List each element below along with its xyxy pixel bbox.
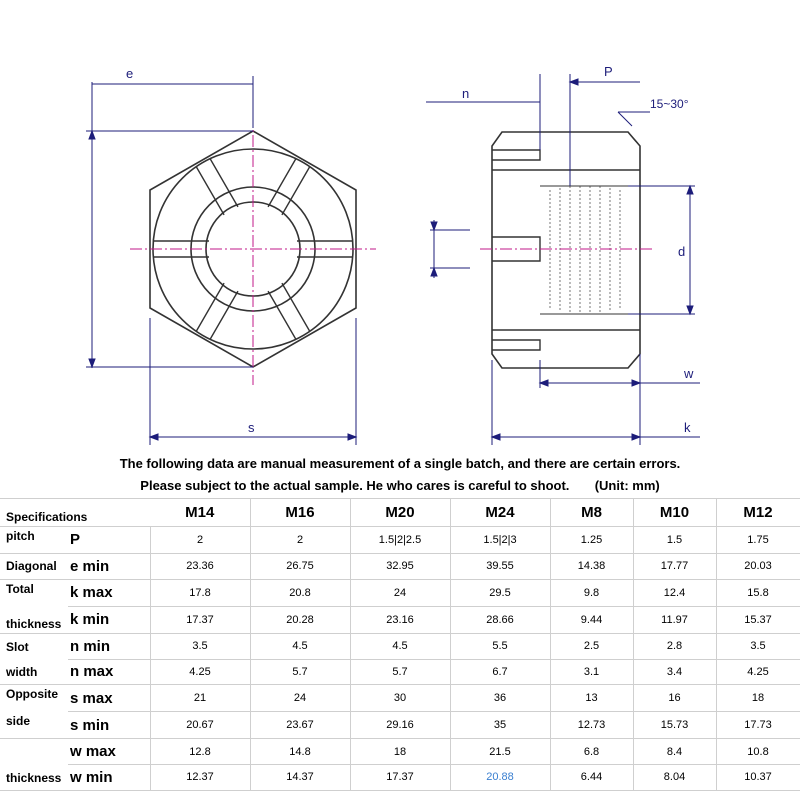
table-cell: 17.73 — [716, 712, 800, 739]
dim-label-n: n — [462, 86, 470, 101]
table-cell: 1.5|2|3 — [450, 526, 550, 554]
table-cell: 1.5|2|2.5 — [350, 526, 450, 554]
table-cell: 17.77 — [633, 554, 716, 580]
top-view-dimensions — [86, 76, 356, 445]
table-row — [0, 554, 800, 580]
table-cell: 10.8 — [716, 739, 800, 765]
table-cell: 15.73 — [633, 712, 716, 739]
dim-label-p: P — [604, 64, 613, 79]
table-cell: 5.7 — [250, 659, 350, 685]
param-label: n max — [68, 659, 150, 685]
table-cell: 11.97 — [633, 606, 716, 633]
table-cell: 17.37 — [150, 606, 250, 633]
table-cell: 5.5 — [450, 633, 550, 659]
spec-table — [0, 498, 800, 791]
param-label: P — [68, 526, 150, 554]
table-cell: 26.75 — [250, 554, 350, 580]
table-cell: 2.5 — [550, 633, 633, 659]
table-cell: 3.5 — [716, 633, 800, 659]
size-header: M12 — [716, 499, 800, 527]
side-view — [480, 132, 655, 368]
table-cell: 13 — [550, 685, 633, 712]
table-cell: 21 — [150, 685, 250, 712]
table-cell: 8.4 — [633, 739, 716, 765]
dim-label-s: s — [248, 420, 255, 435]
param-label: w max — [68, 739, 150, 765]
group-label: thickness — [0, 739, 68, 790]
table-cell: 23.67 — [250, 712, 350, 739]
slot-bottom — [492, 340, 540, 350]
table-cell: 9.8 — [550, 579, 633, 606]
unit-note: (Unit: mm) — [594, 478, 660, 493]
table-row — [0, 526, 800, 554]
table-cell: 24 — [250, 685, 350, 712]
table-cell: 35 — [450, 712, 550, 739]
table-row — [0, 712, 800, 739]
table-cell: 1.5 — [633, 526, 716, 554]
table-cell: 1.25 — [550, 526, 633, 554]
table-cell: 3.5 — [150, 633, 250, 659]
top-view — [130, 115, 376, 385]
table-cell: 24 — [350, 579, 450, 606]
table-row — [0, 659, 800, 685]
table-cell: 4.25 — [716, 659, 800, 685]
size-header: M24 — [450, 499, 550, 527]
table-cell: 2 — [150, 526, 250, 554]
table-cell: 23.16 — [350, 606, 450, 633]
table-cell: 20.03 — [716, 554, 800, 580]
table-row — [0, 764, 800, 790]
dim-label-angle: 15~30° — [650, 97, 689, 111]
table-cell: 17.37 — [350, 764, 450, 790]
size-header: M10 — [633, 499, 716, 527]
table-cell-highlighted: 20.88 — [450, 764, 550, 790]
header-row — [0, 499, 800, 527]
table-cell: 12.4 — [633, 579, 716, 606]
measurement-note: The following data are manual measurement of a single batch, and there are certain errors. — [119, 456, 681, 471]
table-cell: 29.5 — [450, 579, 550, 606]
table-cell: 3.1 — [550, 659, 633, 685]
size-header: M20 — [350, 499, 450, 527]
table-row — [0, 685, 800, 712]
table-cell: 15.8 — [716, 579, 800, 606]
table-row — [0, 633, 800, 659]
group-label: Slot — [6, 639, 29, 654]
param-label: w min — [68, 764, 150, 790]
table-cell: 30 — [350, 685, 450, 712]
table-cell: 10.37 — [716, 764, 800, 790]
table-cell: 4.25 — [150, 659, 250, 685]
param-label: s max — [68, 685, 150, 712]
table-cell: 6.7 — [450, 659, 550, 685]
table-cell: 14.38 — [550, 554, 633, 580]
sample-note-text: Please subject to the actual sample. He who cares is careful to shoot. — [140, 478, 570, 493]
header-label: Specifications — [0, 499, 150, 527]
table-cell: 32.95 — [350, 554, 450, 580]
sample-note — [0, 478, 800, 493]
param-label: n min — [68, 633, 150, 659]
group-label: Total — [6, 581, 34, 596]
table-cell: 17.8 — [150, 579, 250, 606]
table-cell: 1.75 — [716, 526, 800, 554]
dim-label-d: d — [678, 244, 686, 259]
table-cell: 29.16 — [350, 712, 450, 739]
table-cell: 2 — [250, 526, 350, 554]
group-label: thickness — [0, 606, 68, 633]
table-cell: 23.36 — [150, 554, 250, 580]
table-cell: 6.8 — [550, 739, 633, 765]
group-label: side — [0, 712, 68, 739]
table-cell: 21.5 — [450, 739, 550, 765]
table-cell: 6.44 — [550, 764, 633, 790]
group-label: Diagonal — [0, 554, 68, 580]
dim-label-e: e — [126, 66, 134, 81]
dim-label-w: w — [684, 366, 694, 381]
table-cell: 15.37 — [716, 606, 800, 633]
table-cell: 4.5 — [250, 633, 350, 659]
table-cell: 18 — [350, 739, 450, 765]
table-cell: 28.66 — [450, 606, 550, 633]
param-label: k min — [68, 606, 150, 633]
table-cell: 20.67 — [150, 712, 250, 739]
table-cell: 14.8 — [250, 739, 350, 765]
slot-top — [492, 150, 540, 160]
group-label: pitch — [0, 526, 68, 554]
param-label: s min — [68, 712, 150, 739]
table-row — [0, 606, 800, 633]
size-header: M8 — [550, 499, 633, 527]
group-label: width — [0, 659, 68, 685]
table-cell: 12.8 — [150, 739, 250, 765]
table-cell: 2.8 — [633, 633, 716, 659]
table-cell: 36 — [450, 685, 550, 712]
table-cell: 5.7 — [350, 659, 450, 685]
size-header: M14 — [150, 499, 250, 527]
table-cell: 3.4 — [633, 659, 716, 685]
table-cell: 14.37 — [250, 764, 350, 790]
param-label: e min — [68, 554, 150, 580]
side-view-dimensions — [426, 74, 700, 445]
table-cell: 18 — [716, 685, 800, 712]
table-cell: 20.28 — [250, 606, 350, 633]
table-row — [0, 739, 800, 765]
table-row — [0, 579, 800, 606]
size-header: M16 — [250, 499, 350, 527]
side-outline — [492, 132, 640, 368]
table-cell: 12.73 — [550, 712, 633, 739]
table-cell: 16 — [633, 685, 716, 712]
dim-label-k: k — [684, 420, 691, 435]
group-label: Opposite — [6, 687, 59, 702]
table-cell: 39.55 — [450, 554, 550, 580]
param-label: k max — [68, 579, 150, 606]
table-cell: 8.04 — [633, 764, 716, 790]
table-cell: 4.5 — [350, 633, 450, 659]
thread-hatch — [550, 186, 620, 314]
table-cell: 12.37 — [150, 764, 250, 790]
table-cell: 9.44 — [550, 606, 633, 633]
table-cell: 20.8 — [250, 579, 350, 606]
